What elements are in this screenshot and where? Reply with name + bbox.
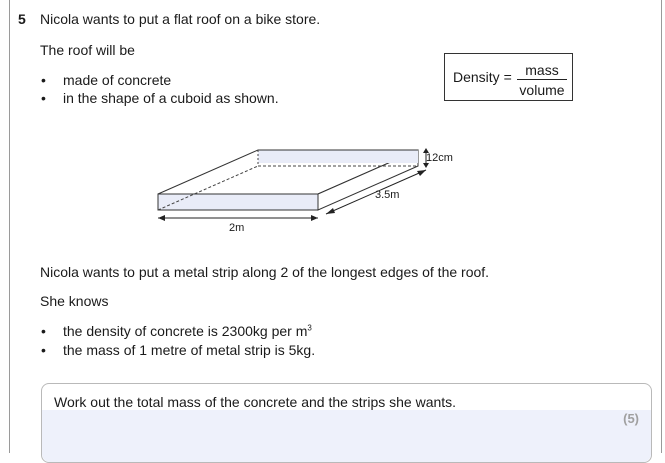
fraction-numerator: mass (525, 62, 559, 78)
depth-label: 3.5m (375, 189, 400, 201)
bullet-marker: • (41, 342, 46, 358)
width-label: 2m (229, 222, 245, 234)
cuboid-diagram (150, 140, 470, 240)
height-label: 12cm (426, 152, 453, 164)
fraction-denominator: volume (519, 82, 565, 98)
fact-density-text: the density of concrete is 2300kg per m (63, 323, 308, 339)
answer-box[interactable] (41, 383, 652, 463)
right-margin-rule (661, 0, 662, 453)
question-number: 5 (18, 11, 26, 27)
bullet-marker: • (41, 323, 46, 339)
fact-strip-mass: the mass of 1 metre of metal strip is 5kg. (63, 342, 316, 358)
density-formula-box (444, 53, 573, 101)
bullet-marker: • (41, 90, 46, 106)
cuboid-back-shade (258, 150, 418, 163)
left-margin-rule (9, 0, 10, 453)
fact-density-superscript: 3 (307, 323, 312, 333)
roof-bullet-cuboid: in the shape of a cuboid as shown. (63, 90, 279, 106)
bullet-marker: • (41, 72, 46, 88)
she-knows-text: She knows (40, 293, 109, 309)
answer-area[interactable] (42, 410, 651, 462)
density-fraction (517, 62, 567, 98)
question-intro: Nicola wants to put a flat roof on a bike store. (40, 11, 321, 27)
fact-density (63, 323, 312, 339)
fraction-bar (517, 79, 567, 80)
marks-label: (5) (623, 411, 639, 426)
answer-prompt: Work out the total mass of the concrete and the strips she wants. (54, 394, 457, 410)
density-formula-label: Density = (453, 69, 512, 85)
roof-will-be-text: The roof will be (40, 42, 135, 58)
roof-bullet-concrete: made of concrete (63, 72, 172, 88)
cuboid-front-face (158, 194, 318, 210)
metal-strip-text: Nicola wants to put a metal strip along 2 of the longest edges of the roof. (40, 264, 490, 280)
